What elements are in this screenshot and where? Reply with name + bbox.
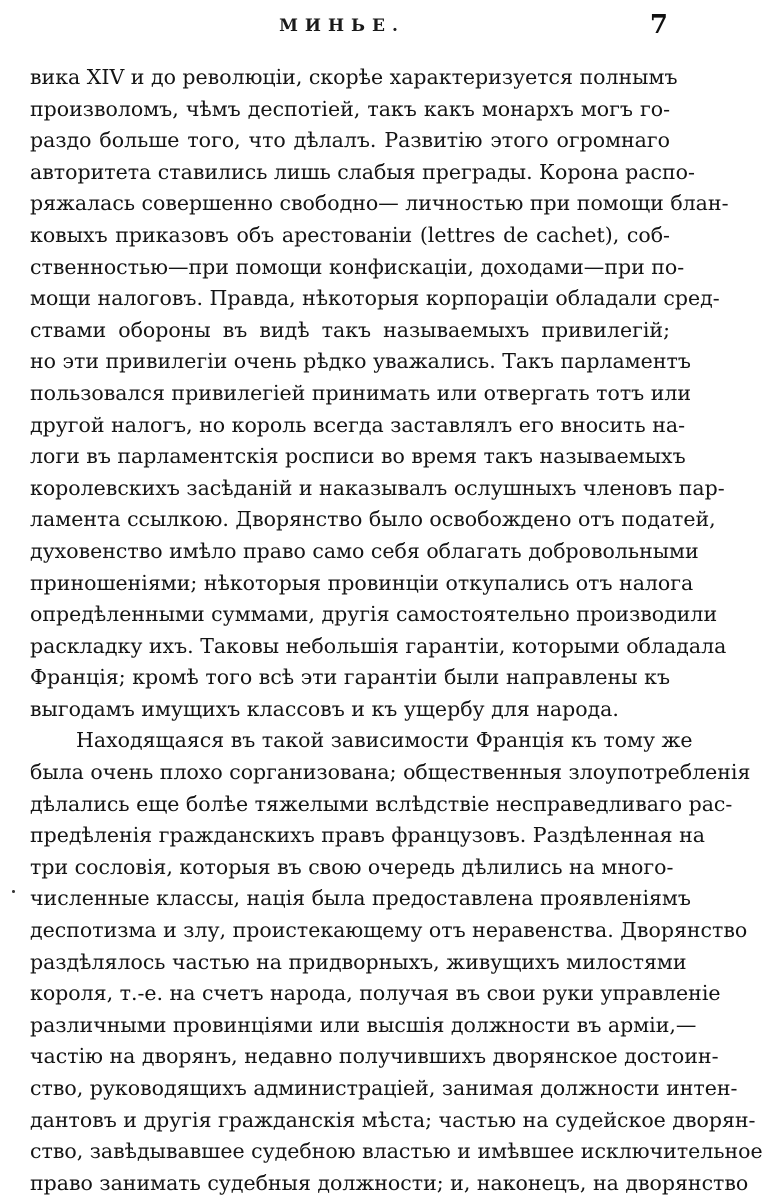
text-line: мощи налоговъ. Правда, нѣкоторыя корпораціи обладали сред- bbox=[30, 286, 720, 311]
text-line: другой налогъ, но король всегда заставлялъ его вносить на- bbox=[30, 412, 686, 437]
text-line: духовенство имѣло право само себя облагать добровольными bbox=[30, 538, 699, 563]
text-line: короля, т.-е. на счетъ народа, получая въ свои руки управленіе bbox=[30, 981, 721, 1006]
body-text bbox=[30, 62, 763, 1199]
text-line: различными провинціями или высшія должности въ арміи,— bbox=[30, 1012, 697, 1037]
page-number: 7 bbox=[649, 10, 668, 40]
text-line: ряжалась совершенно свободно— личностью при помощи блан- bbox=[30, 191, 729, 216]
text-line: дѣлались еще болѣе тяжелыми вслѣдствіе несправедливаго рас- bbox=[30, 791, 733, 816]
text-line: раздѣлялось частью на придворныхъ, живущихъ милостями bbox=[30, 949, 687, 974]
text-line: пользовался привилегіей принимать или отвергать тотъ или bbox=[30, 380, 692, 405]
text-line: Франція; кромѣ того всѣ эти гарантіи были направлены къ bbox=[30, 665, 670, 690]
text-line-paragraph-end: выгодамъ имущихъ классовъ и къ ущербу для народа. bbox=[30, 696, 619, 721]
running-title: МИНЬЕ. bbox=[279, 16, 405, 36]
text-line: произволомъ, чѣмъ деспотіей, такъ какъ монархъ могъ го- bbox=[30, 96, 670, 121]
text-line: раздо больше того, что дѣлалъ. Развитію этого огромнаго bbox=[30, 128, 670, 153]
text-line: опредѣленными суммами, другія самостоятельно производили bbox=[30, 602, 718, 627]
text-line: ство, руководящихъ администраціей, занимая должности интен- bbox=[30, 1076, 738, 1100]
text-line: частію на дворянъ, недавно получившихъ дворянское достоин- bbox=[30, 1044, 719, 1069]
text-line: право занимать судебныя должности; и, наконецъ, на дворянство bbox=[30, 1170, 749, 1195]
text-line: три сословія, которыя въ свою очередь дѣлились на много- bbox=[30, 854, 674, 879]
text-line: ственностью—при помощи конфискаціи, доходами—при по- bbox=[30, 254, 685, 279]
text-line: ковыхъ приказовъ объ арестованіи (lettres de cachet), соб- bbox=[30, 222, 670, 247]
text-line: раскладку ихъ. Таковы небольшія гарантіи, которыми обладала bbox=[30, 633, 727, 658]
text-line: королевскихъ засѣданій и наказывалъ ослушныхъ членовъ пар- bbox=[30, 475, 725, 500]
text-line: но эти привилегіи очень рѣдко уважались. Такъ парламентъ bbox=[30, 349, 691, 374]
text-line: вика XIV и до революціи, скорѣе характеризуется полнымъ bbox=[30, 65, 678, 89]
text-line: дантовъ и другія гражданскія мѣста; частью на судейское дворян- bbox=[30, 1107, 756, 1132]
text-line-paragraph-start: Находящаяся въ такой зависимости Франція къ тому же bbox=[76, 728, 693, 753]
text-line: предѣленія гражданскихъ правъ французовъ. Раздѣленная на bbox=[30, 823, 706, 848]
text-line: была очень плохо сорганизована; общественныя злоупотребленія bbox=[30, 760, 751, 785]
text-line: ство, завѣдывавшее судебною властью и имѣвшее исключительное bbox=[30, 1139, 763, 1164]
text-line: деспотизма и злу, проистекающему отъ неравенства. Дворянство bbox=[30, 918, 748, 943]
text-line: авторитета ставились лишь слабыя преграды. Корона распо- bbox=[30, 159, 695, 184]
running-head bbox=[0, 8, 684, 48]
margin-mark bbox=[12, 890, 15, 893]
text-line: логи въ парламентскія росписи во время такъ называемыхъ bbox=[30, 444, 686, 469]
text-line: ствами обороны въ видѣ такъ называемыхъ привилегій; bbox=[30, 317, 670, 342]
text-line: численные классы, нація была предоставлена проявленіямъ bbox=[30, 886, 691, 911]
text-line: ламента ссылкою. Дворянство было освобождено отъ податей, bbox=[30, 507, 716, 532]
text-line: приношеніями; нѣкоторыя провинціи откупались отъ налога bbox=[30, 570, 694, 595]
